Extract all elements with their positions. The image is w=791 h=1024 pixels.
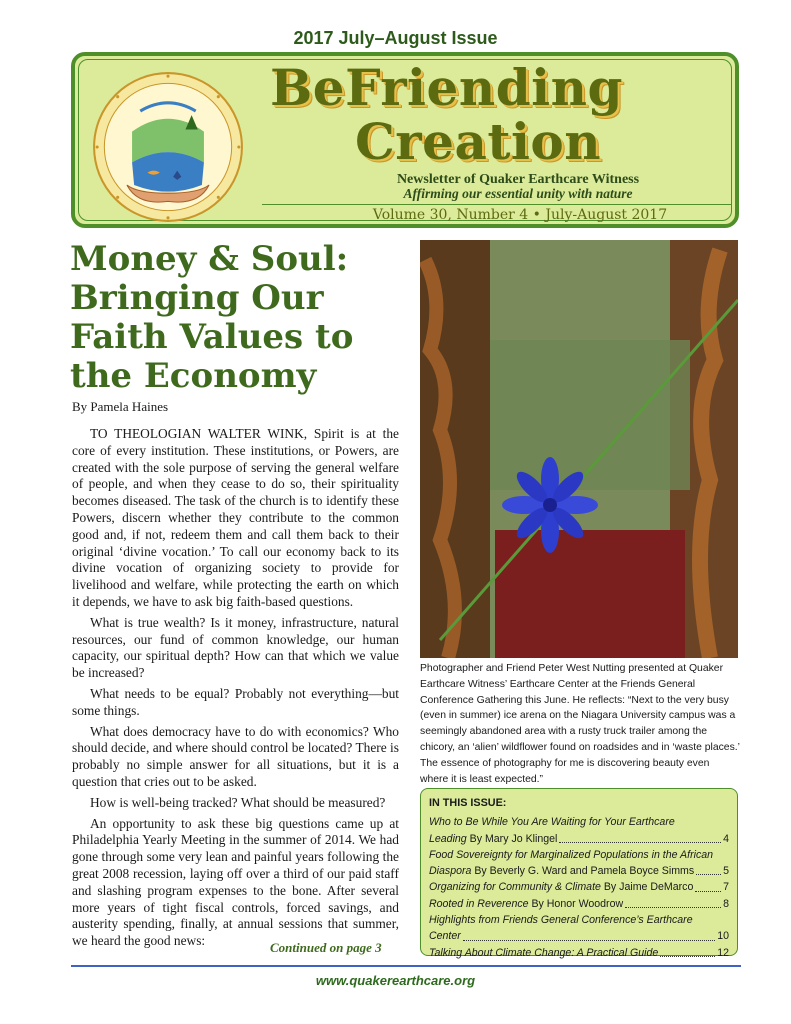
website-link[interactable]: www.quakerearthcare.org — [315, 973, 476, 988]
toc-item-page: 5 — [723, 865, 729, 878]
article-headline: Money & Soul: Bringing Our Faith Values to the Economy — [70, 239, 354, 396]
continued-link[interactable]: Continued on page 3 — [270, 940, 382, 955]
toc-item-line[interactable]: Food Sovereignty for Marginalized Populations in the African — [429, 848, 714, 861]
masthead-title-line1: BeFriending — [270, 58, 623, 117]
toc-item-title: Rooted in Reverence — [429, 897, 529, 910]
photo-caption: Photographer and Friend Peter West Nutting presented at Quaker Earthcare Witness’ Earthcare Center at the Friends General Conference Gathering this June. He reflects: “Next to the very busy (even in summer) ice arena on the Niagara University campus was a seemingly abandoned area with a rusty truck trailer among the chicory, an ‘alien’ wildflower found on roadsides and in ‘waste places.’ The essence of photography for me is discovering beauty even where it is least expected.” — [420, 663, 740, 785]
article-paragraph: What needs to be equal? Probably not everything—but some things. — [72, 685, 399, 718]
toc-item[interactable] — [429, 928, 729, 944]
chicory-photo — [420, 240, 738, 658]
toc-leader — [695, 891, 721, 892]
article-paragraph: What does democracy have to do with economics? Who should decide, and where should control be located? There is probably no simple answer for all situations, but it is a question that cries out to be asked. — [72, 723, 399, 789]
article-paragraph: An opportunity to ask these big questions came up at Philadelphia Yearly Meeting in the summer of 2014. We had gone through some very lean and painful years following the great 2008 recession, laying off over a third of our paid staff and slashing program expenses to the bone. After several more years of tight fiscal controls, forced savings, and austerity spending, finally, at annual sessions that summer, we heard the good news: — [72, 815, 399, 949]
toc-item[interactable] — [429, 879, 729, 895]
article-body — [72, 426, 399, 950]
toc-leader — [625, 907, 721, 908]
toc-item-title: Talking About Climate Change: A Practical Guide — [429, 946, 659, 959]
article-byline: By Pamela Haines — [72, 399, 169, 414]
toc-item-title: Organizing for Community & Climate — [429, 881, 601, 894]
toc-item-page: 8 — [723, 897, 729, 910]
toc-item-page: 4 — [723, 832, 729, 845]
toc-item-page: 12 — [717, 946, 729, 959]
toc-item-page: 7 — [723, 881, 729, 894]
toc-item-line[interactable]: Who to Be While You Are Waiting for Your Earthcare — [429, 816, 675, 829]
toc-item-author: By Beverly G. Ward and Pamela Boyce Simms — [471, 865, 695, 878]
toc-item-title: Center — [429, 930, 461, 943]
toc-item-page: 10 — [717, 930, 729, 943]
in-this-issue-box — [420, 788, 738, 959]
toc-item-title: Diaspora — [429, 865, 472, 878]
toc-item[interactable] — [429, 896, 729, 912]
chicory-photo-image — [420, 240, 738, 658]
toc-item-author: By Mary Jo Klingel — [466, 832, 558, 845]
toc-item-title: Leading — [429, 832, 467, 845]
toc-leader — [660, 956, 715, 957]
footer-divider — [71, 965, 741, 967]
toc-item-author: By Honor Woodrow — [528, 897, 624, 910]
masthead-tagline: Affirming our essential unity with nature — [403, 186, 633, 201]
toc-leader — [463, 940, 715, 941]
toc-leader — [559, 842, 721, 843]
article-paragraph: How is well-being tracked? What should be measured? — [90, 794, 386, 810]
globe-hands-logo-icon — [91, 70, 245, 224]
issue-label: 2017 July–August Issue — [293, 28, 498, 48]
article-paragraph: What is true wealth? Is it money, infrastructure, natural resources, our fund of common knowledge, our human capacity, our spiritual depth? How can that which we value be increased? — [72, 614, 399, 681]
masthead-divider — [262, 204, 732, 205]
volume-info: Volume 30, Number 4 • July-August 2017 — [372, 207, 668, 223]
masthead-title-line2: Creation — [355, 112, 602, 171]
toc-item[interactable] — [429, 945, 729, 961]
toc-leader — [696, 874, 721, 875]
article-paragraph: TO THEOLOGIAN WALTER WINK, Spirit is at the core of every institution. These institutions, or Powers, are created with the sole purpose of serving the general welfare of people, and when they cease to do so, their spirituality becomes diseased. The task of the church is to identify these Powers, discern whether they contribute to the common good and, if not, redeem them and call them back to their original ‘divine vocation.’ To call our economy back to its divine vocation of organizing society to provide for livelihood and welfare, while protecting the earth on which it depends, we have to ask big faith-based questions. — [72, 426, 399, 609]
toc-item-line[interactable]: Highlights from Friends General Conference’s Earthcare — [429, 914, 693, 927]
masthead-subtitle: Newsletter of Quaker Earthcare Witness — [396, 172, 640, 187]
toc-item-author: By Jaime DeMarco — [600, 881, 694, 894]
toc-item[interactable] — [429, 863, 729, 879]
toc-heading: IN THIS ISSUE: — [429, 797, 507, 809]
toc-item[interactable] — [429, 831, 729, 847]
